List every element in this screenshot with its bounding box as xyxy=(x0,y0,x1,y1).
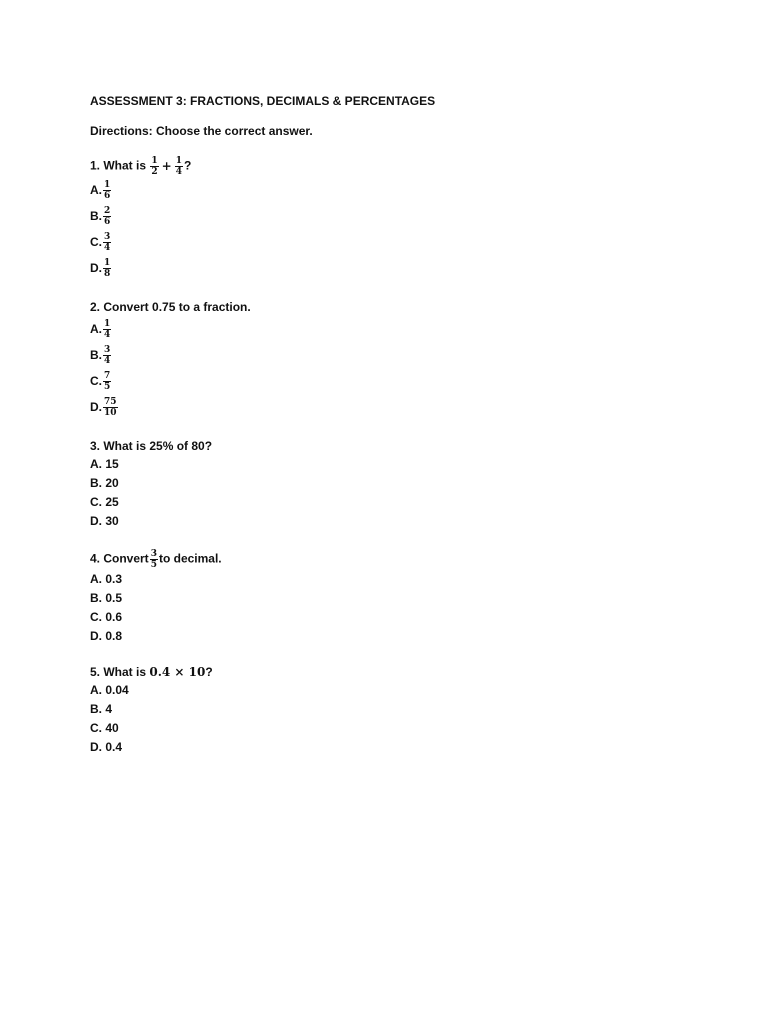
question-2-prompt: 2. Convert 0.75 to a fraction. xyxy=(90,300,251,314)
question-2 xyxy=(90,299,690,420)
fraction-denominator: 4 xyxy=(104,356,111,367)
answer-option[interactable] xyxy=(90,394,690,420)
question-1 xyxy=(90,156,690,281)
fraction-numerator: 3 xyxy=(150,549,157,559)
fraction-denominator: 4 xyxy=(104,330,111,341)
answer-option[interactable] xyxy=(90,316,690,342)
fraction-numerator: 2 xyxy=(104,206,111,217)
answer-options xyxy=(90,316,690,420)
fraction xyxy=(103,371,111,392)
answer-option[interactable]: D. 0.4 xyxy=(90,740,123,754)
fraction xyxy=(103,397,118,418)
fraction xyxy=(150,549,158,570)
fraction-numerator: 3 xyxy=(104,345,111,356)
answer-options xyxy=(90,570,690,646)
fraction xyxy=(103,232,111,253)
answer-option[interactable]: C. 25 xyxy=(90,495,119,509)
question-5-prompt xyxy=(90,664,690,681)
answer-option[interactable]: D. 30 xyxy=(90,514,119,528)
fraction-denominator: 4 xyxy=(104,243,111,254)
fraction-numerator: 1 xyxy=(151,156,158,166)
fraction xyxy=(103,206,111,227)
question-4-prompt xyxy=(90,549,690,570)
question-5 xyxy=(90,664,690,757)
math-expression: 0.4 × 10 xyxy=(149,665,206,679)
fraction-numerator: 1 xyxy=(104,180,111,191)
fraction-numerator: 1 xyxy=(104,319,111,330)
answer-option[interactable]: C. 0.6 xyxy=(90,610,123,624)
document-title: ASSESSMENT 3: FRACTIONS, DECIMALS & PERCENTAGES xyxy=(90,94,436,108)
fraction-denominator: 8 xyxy=(104,269,111,280)
directions-text: Directions: Choose the correct answer. xyxy=(90,124,313,138)
option-letter: A. xyxy=(90,322,102,336)
option-letter: C. xyxy=(90,374,102,388)
fraction xyxy=(150,156,158,177)
fraction-denominator: 6 xyxy=(104,191,111,202)
answer-options xyxy=(90,455,690,531)
question-prompt-prefix: 5. What is xyxy=(90,665,147,679)
fraction-denominator: 10 xyxy=(104,408,117,419)
fraction-denominator: 5 xyxy=(150,560,157,570)
fraction xyxy=(103,345,111,366)
document-content xyxy=(90,94,690,757)
question-4 xyxy=(90,549,690,646)
operator: + xyxy=(161,158,172,173)
question-3-prompt: 3. What is 25% of 80? xyxy=(90,439,213,453)
question-3 xyxy=(90,438,690,531)
answer-option[interactable]: B. 20 xyxy=(90,476,119,490)
fraction-numerator: 75 xyxy=(104,397,117,408)
answer-option[interactable]: A. 0.3 xyxy=(90,572,123,586)
fraction-numerator: 7 xyxy=(104,371,111,382)
answer-options xyxy=(90,177,690,281)
question-prompt-suffix: ? xyxy=(183,158,192,173)
answer-option[interactable] xyxy=(90,177,690,203)
answer-options xyxy=(90,681,690,757)
answer-option[interactable]: D. 0.8 xyxy=(90,629,123,643)
fraction xyxy=(103,180,111,201)
question-prompt-prefix: 4. Convert xyxy=(90,551,149,566)
answer-option[interactable] xyxy=(90,229,690,255)
question-prompt-suffix: to decimal. xyxy=(158,551,222,566)
option-letter: B. xyxy=(90,348,102,362)
answer-option[interactable]: C. 40 xyxy=(90,721,119,735)
fraction-numerator: 3 xyxy=(104,232,111,243)
fraction-numerator: 1 xyxy=(175,156,182,166)
option-letter: D. xyxy=(90,400,102,414)
answer-option[interactable] xyxy=(90,368,690,394)
fraction-denominator: 6 xyxy=(104,217,111,228)
option-letter: D. xyxy=(90,261,102,275)
fraction-denominator: 5 xyxy=(104,382,111,393)
answer-option[interactable] xyxy=(90,255,690,281)
question-1-prompt xyxy=(90,156,690,177)
answer-option[interactable] xyxy=(90,203,690,229)
fraction xyxy=(175,156,183,177)
answer-option[interactable]: A. 15 xyxy=(90,457,119,471)
answer-option[interactable]: B. 0.5 xyxy=(90,591,123,605)
fraction-numerator: 1 xyxy=(104,258,111,269)
fraction-denominator: 4 xyxy=(175,167,182,177)
question-prompt-suffix: ? xyxy=(205,665,213,679)
fraction xyxy=(103,258,111,279)
option-letter: C. xyxy=(90,235,102,249)
answer-option[interactable]: B. 4 xyxy=(90,702,113,716)
fraction xyxy=(103,319,111,340)
answer-option[interactable]: A. 0.04 xyxy=(90,683,129,697)
option-letter: B. xyxy=(90,209,102,223)
question-prompt-prefix: 1. What is xyxy=(90,158,147,173)
fraction-denominator: 2 xyxy=(151,167,158,177)
answer-option[interactable] xyxy=(90,342,690,368)
option-letter: A. xyxy=(90,183,102,197)
